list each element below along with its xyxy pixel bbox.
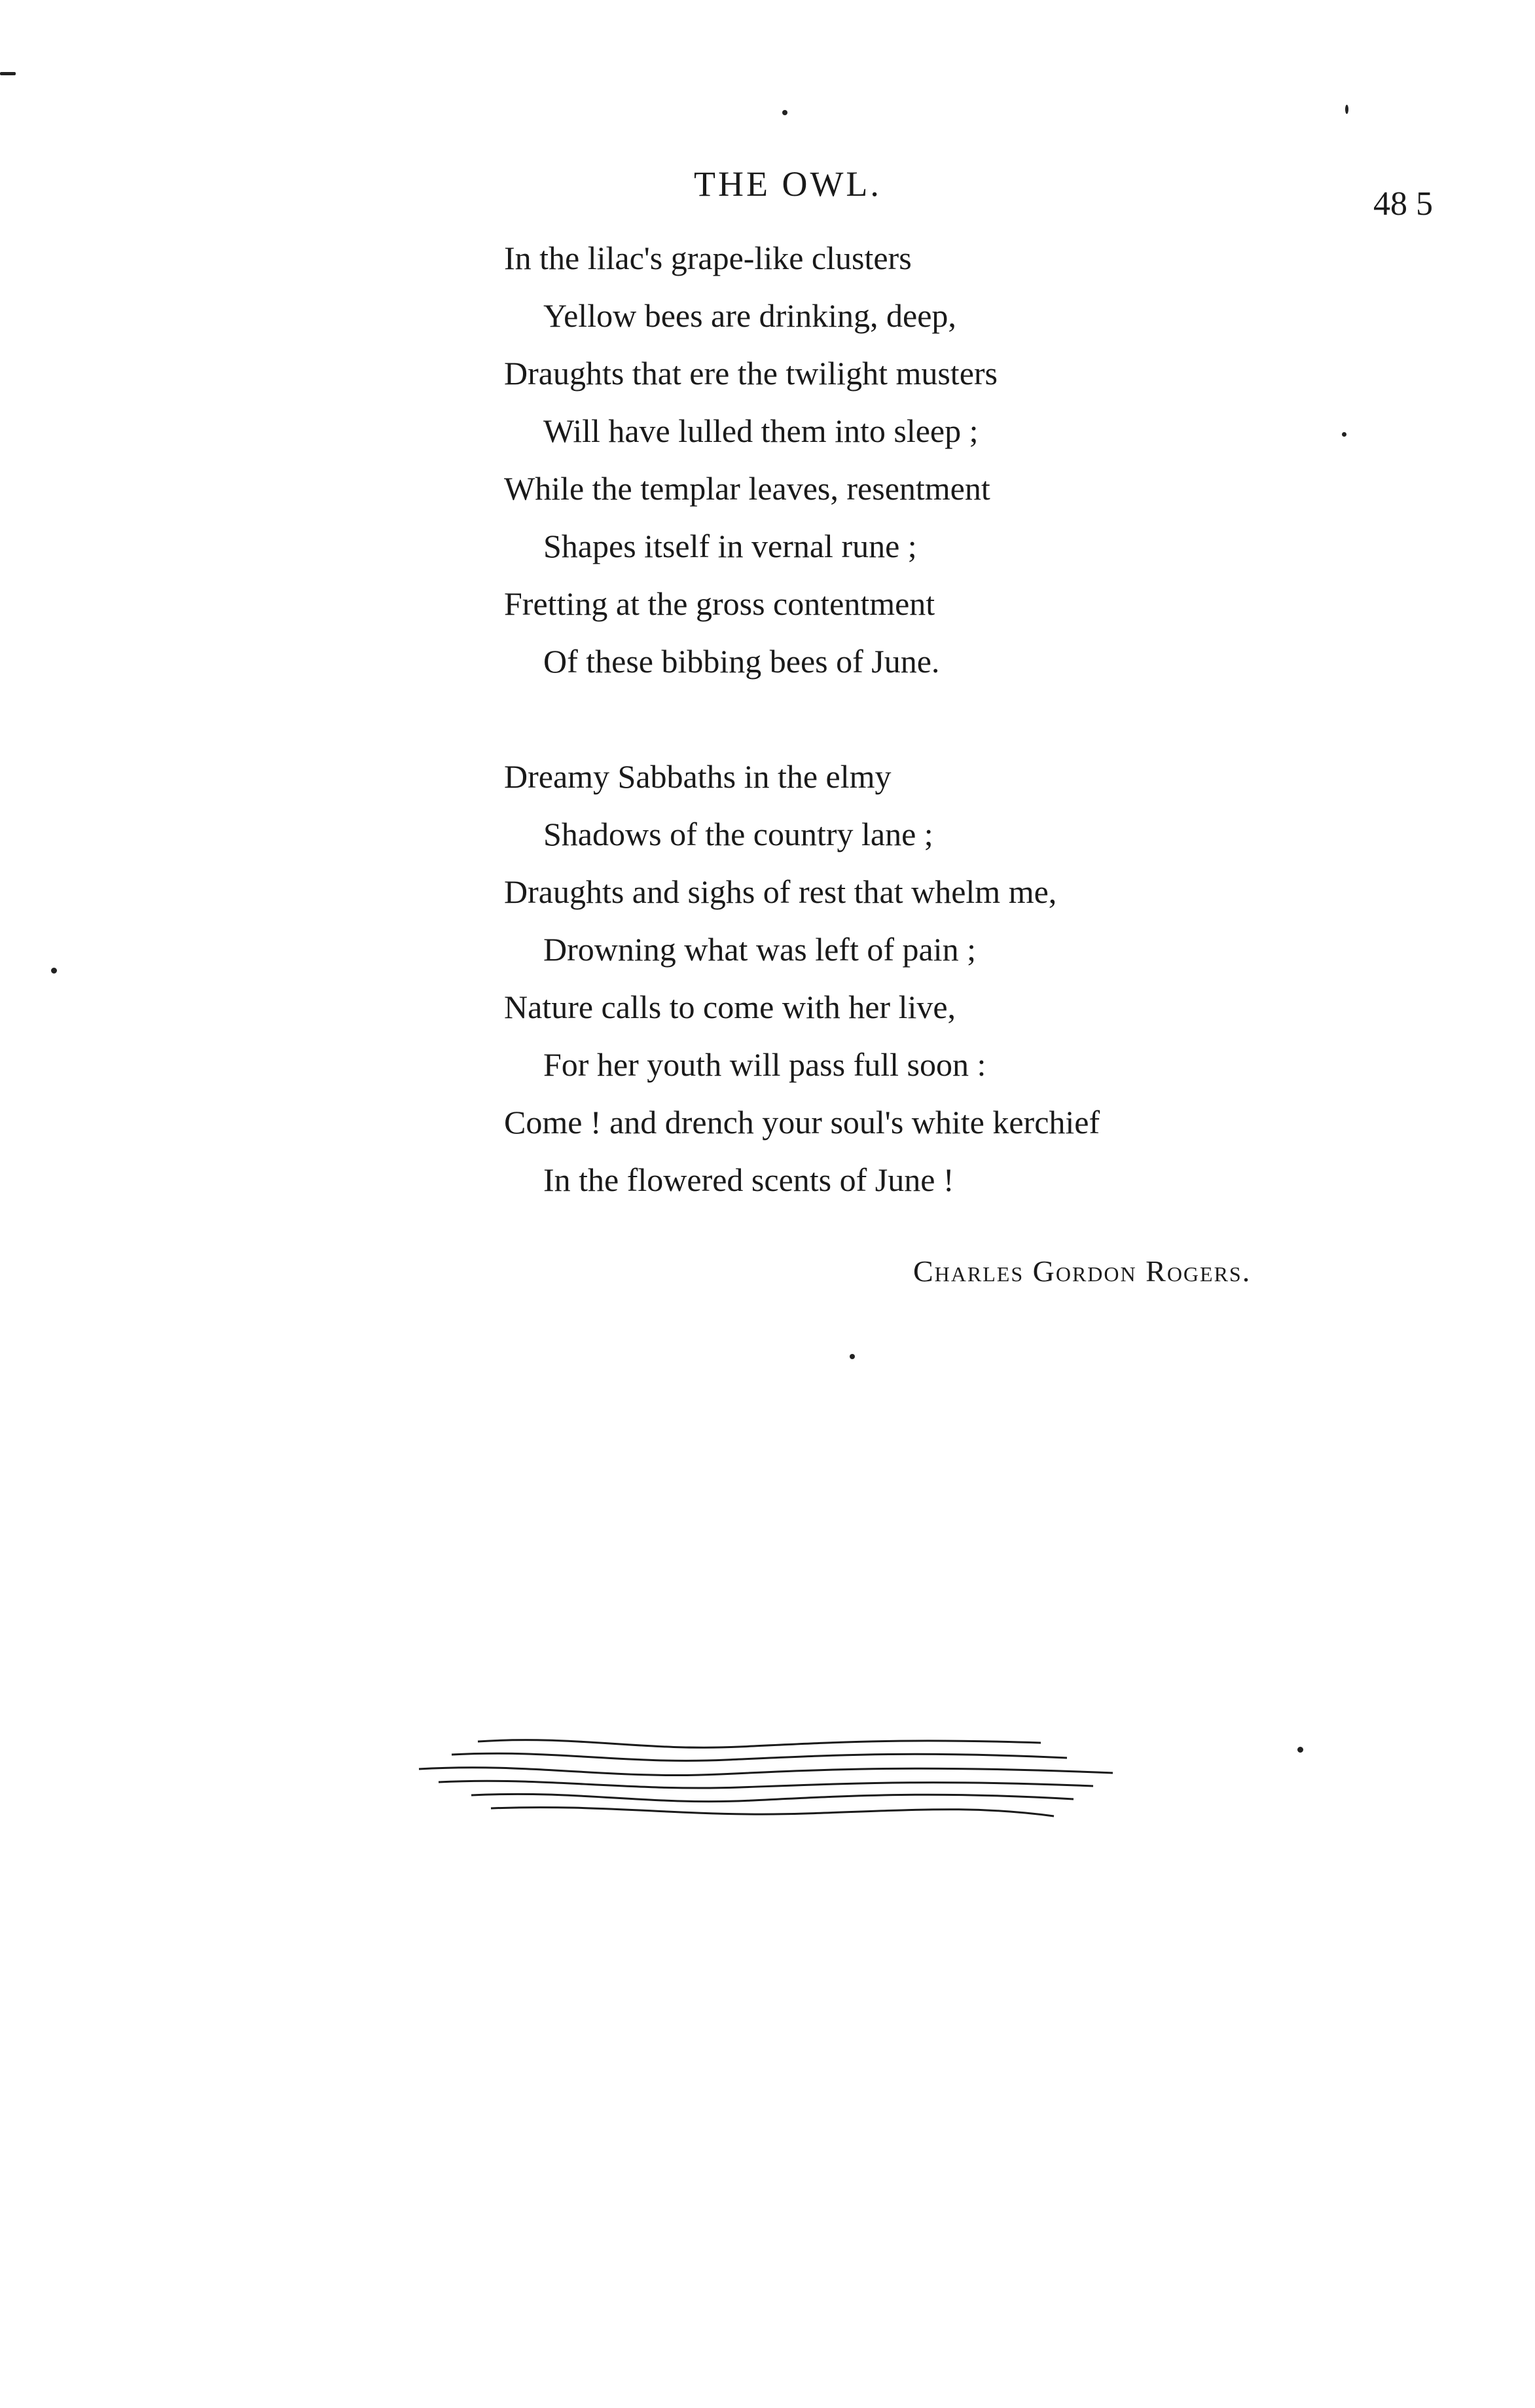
wavy-lines-ornament-icon [412,1728,1119,1830]
poem-line: For her youth will pass full soon : [543,1046,986,1083]
poem-line: Of these bibbing bees of June. [543,643,940,680]
print-speck [0,72,16,75]
poem-line: Draughts and sighs of rest that whelm me, [504,873,1057,910]
print-speck [782,110,787,115]
poem-line: Come ! and drench your soul's white kerchief [504,1104,1100,1140]
poem-line: Dreamy Sabbaths in the elmy [504,758,892,795]
poem-line: Drowning what was left of pain ; [543,931,976,968]
poem-line: Yellow bees are drinking, deep, [543,297,956,334]
poem-line: Shadows of the country lane ; [543,816,933,852]
page-number: 48 5 [1373,185,1433,223]
poem-line: Draughts that ere the twilight musters [504,355,998,392]
author-signature: Charles Gordon Rogers. [913,1254,1252,1288]
poem-line: In the lilac's grape-like clusters [504,240,912,276]
print-speck [1297,1747,1303,1753]
print-speck [1342,432,1346,437]
running-title: THE OWL. [694,164,882,204]
poem-line: While the templar leaves, resentment [504,470,990,507]
poem-line: Nature calls to come with her live, [504,989,956,1025]
poem-line: Will have lulled them into sleep ; [543,412,979,449]
print-speck [850,1354,855,1359]
poem-line: Shapes itself in vernal rune ; [543,528,917,564]
poem-line: Fretting at the gross contentment [504,585,935,622]
print-speck [1345,105,1348,114]
stanza-1 [504,229,1355,690]
stanza-2 [504,748,1355,1209]
print-speck [51,968,57,974]
poem-line: In the flowered scents of June ! [543,1161,954,1198]
